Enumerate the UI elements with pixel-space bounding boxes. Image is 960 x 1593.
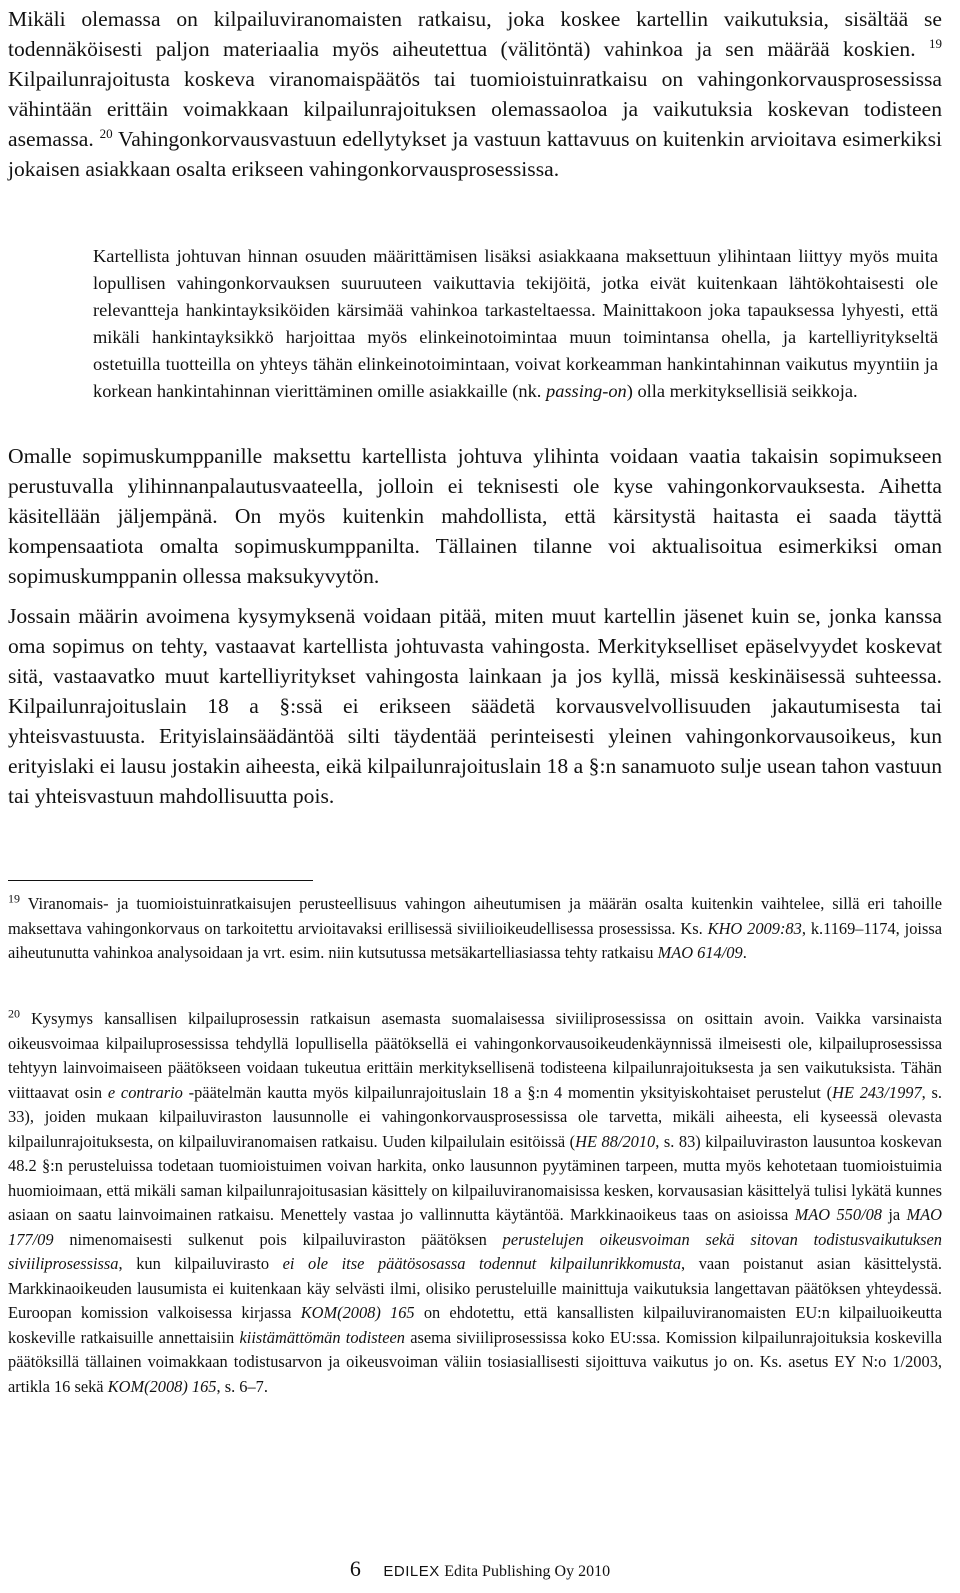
footnote-20-italic-4: MAO 550/08 [794, 1205, 882, 1224]
footnote-20-italic-1: e contrario [107, 1082, 183, 1102]
edilex-logo: EDILEX [383, 1563, 440, 1580]
footnote-20-italic-6: perustelujen oikeusvoiman sekä sitovan todistusvaikutuksen siviiliprosessissa [8, 1229, 942, 1273]
footnote-20-italic-9: kiistämättömän todisteen [239, 1327, 405, 1347]
footnote-20-italic-7: ei ole itse päätösosassa todennut kilpailunrikkomusta [282, 1254, 682, 1273]
footnote-20-text-j: on ehdotettu, että kansallisten kilpailuviranomaisten EU:n kilpailuoikeutta koskeville ratkaisuille annettaisiin [8, 1303, 942, 1347]
footnote-19 [8, 892, 942, 966]
footnote-20-italic-2: HE 243/1997 [832, 1082, 922, 1102]
footnote-20-text-b: -päätelmän kautta myös kilpailunrajoituslain 18 a §:n 4 momentin yksityiskohtaiset perustelut ( [188, 1082, 833, 1102]
footnote-20-text-e: ja [888, 1205, 901, 1224]
paragraph-1-text-b: Kilpailunrajoitusta koskeva viranomaispäätös tai tuomioistuinratkaisu on vahingonkorvausprosessissa vähintään erittäin voimakkaan kilpailunrajoituksen olemassaoloa ja vaikutuksia koskevan todisteen asemassa. [8, 67, 942, 151]
footnote-19-number: 19 [8, 891, 20, 906]
footnote-separator [8, 880, 313, 881]
footnote-20-italic-8: KOM(2008) 165 [300, 1303, 415, 1322]
paragraph-1-text-c: Vahingonkorvausvastuun edellytykset ja vastuun kattavuus on kuitenkin arvioitava esimerkiksi jokaisen asiakkaan osalta erikseen vahingonkorvausprosessissa. [8, 127, 942, 181]
footnote-20-text-g: , kun kilpailuvirasto [118, 1254, 270, 1273]
footnote-20-text-h: , vaan poistanut asian käsittelystä. Markkinaoikeuden lausumista ei kuitenkaan käy selvästi ilmi, olisiko perusteluille mainittuja vaikutuksia langettavan päätöksen yhteydessä. Euroopan komission valkoisessa kirjassa [8, 1254, 942, 1322]
paragraph-3: Jossain määrin avoimena kysymyksenä voidaan pitää, miten muut kartellin jäsenet kuin se, jonka kanssa oma sopimus on tehty, vastaavat kartellista johtuvasta vahingosta. Merkitykselliset epäselvyydet koskevat sitä, vastaavatko muut kartelliyritykset vahingosta lainkaan ja jos kyllä, missä keskinäisessä suhteessa. Kilpailunrajoituslain 18 a §:ssä ei erikseen säädetä korvausvelvollisuuden jakautumisesta tai yhteisvastuusta. Erityislainsäädäntöä silti täydentää perinteisesti yleinen vahingonkorvausoikeus, kun erityislaki ei lausu jostakin aiheesta, eikä kilpailunrajoituslain 18 a §:n sanamuoto sulje usean tahon vastuun tai yhteisvastuun mahdollisuutta pois. [8, 604, 942, 808]
footnote-20-text-d: , s. 83) kilpailuviraston lausuntoa koskevan 48.2 §:n perusteluissa todetaan tuomioistuimen voivan harkita, onko lausunnon pyytäminen tarpeen, mutta myös kehotetaan tuomioistuimia huomioimaan, että mikäli saman kilpailunrajoitusasian käsittely on kilpailuviranomaisissa kesken, korvausasian käsittelyä tulisi lykätä kunnes asiaan on saatu lainvoimainen ratkaisu. Menettely vastaa jo vallinnutta käytäntöä. Markkinaoikeus taas on asioissa [8, 1131, 942, 1224]
footnote-19-text-a: Viranomais- ja tuomioistuinratkaisujen perusteellisuus vahingon aiheutumisen ja määrän osalta kuitenkin vaihtelee, sillä eri tahoille maksettava vahingonkorvaus on tarkoitettu arvioitavaksi erillisessä siviilioikeudellisessa prosessissa. Ks. [8, 894, 942, 938]
footnote-20-text-f: nimenomaisesti sulkenut pois kilpailuviraston päätöksen [69, 1229, 487, 1249]
paragraph-1-text-a: Mikäli olemassa on kilpailuviranomaisten ratkaisu, joka koskee kartellin vaikutuksia, sisältää se todennäköisesti paljon materiaalia myös aiheutettua (välitöntä) vahinkoa ja sen määrää koskien. [8, 7, 942, 61]
footnote-20 [8, 1007, 942, 1399]
footnote-20-text-c: , s. 33), joiden mukaan kilpailuviraston lausunnolle ei vahingonkorvausprosessissa ole tarvetta, mikäli aiheesta, eli kyseessä olevasta kilpailunrajoituksesta, on kilpailuviranomaisen ratkaisu. Uuden kilpailulain esitöissä ( [8, 1082, 943, 1151]
footnote-20-italic-3: HE 88/2010 [575, 1131, 656, 1151]
block-quote-text-b: ) olla merkityksellisiä seikkoja. [626, 381, 858, 401]
footnote-20-italic-5: MAO 177/09 [8, 1205, 943, 1249]
page-footer [0, 1556, 960, 1582]
footnote-20-text-a: Kysymys kansallisen kilpailuprosessin ratkaisun asemasta suomalaisessa siviiliprosessissa on osittain avoin. Vaikka varsinaista oikeusvoimaa kilpailuprosessissa tehdyllä lopullisella päätöksellä ei vahingonkorvausoikeudenkäynnissä ilmeisesti ole, kilpailuprosessissa tehtyyn lainvoimaiseen päätökseen voidaan tukeutua erittäin merkityksellisenä todisteena kilpailunrajoituksesta ja sen vaikutuksista. Tähän viittaavat osin [8, 1009, 942, 1102]
footnote-20-text-k: asema siviiliprosessissa koko EU:ssa. Komission kilpailunrajoituksia koskevilla päätöksillä tällainen voimakkaan todistusarvon ja oikeusvoiman väliin tosiasiallisesti sijoittuva vaikutus jo on. Ks. asetus EY N:o 1/2003, artikla 16 sekä [8, 1327, 942, 1396]
footnote-19-citation-1: KHO 2009:83 [707, 918, 802, 938]
footnote-20-italic-10: KOM(2008) 165 [107, 1376, 217, 1396]
page-number: 6 [349, 1556, 361, 1581]
paragraph-2: Omalle sopimuskumppanille maksettu kartellista johtuva ylihinta voidaan vaatia takaisin sopimukseen perustuvalla ylihinnanpalautusvaateella, jolloin ei teknisesti ole kyse vahingonkorvauksesta. Aihetta käsitellään jäljempänä. On myös kuitenkin mahdollista, että kärsitystä haitasta ei saada täyttä kompensaatiota omalta sopimuskumppanilta. Tällainen tilanne voi aktualisoitua esimerkiksi oman sopimuskumppanin ollessa maksukyvytön. [8, 444, 942, 588]
footnote-20-text-l: , s. 6–7. [216, 1376, 268, 1396]
block-quote [93, 243, 938, 405]
footnote-19-text-c: . [742, 943, 747, 962]
footnote-19-text-b: , k.1169–1174, joissa aiheutunutta vahinkoa analysoidaan ja vrt. esim. niin kutsutussa metsäkartelliasiassa tehty ratkaisu [8, 918, 942, 962]
publisher-credit: Edita Publishing Oy 2010 [444, 1563, 611, 1580]
block-quote-text-a: Kartellista johtuvan hinnan osuuden määrittämisen lisäksi asiakkaana maksettuun ylihintaan liittyy myös muita lopullisen vahingonkorvauksen suuruuteen vaikuttavia tekijöitä, jotka eivät kuitenkaan lähtökohtaisesti ole relevantteja hankintayksiköiden kärsimää vahinkoa tarkasteltaessa. Mainittakoon joka tapauksessa lyhyesti, että mikäli hankintayksikkö harjoittaa myös elinkeinotoimintaa muun toimintansa ohella, ja kartelliyritykseltä ostetuilla tuotteilla on yhteys tähän elinkeinotoimintaan, voivat korkeamman hankintahinnan vaikutus myyntiin ja korkean hankintahinnan vierittäminen omille asiakkaille (nk. [93, 246, 938, 401]
paragraph-1 [8, 4, 942, 184]
footnote-19-citation-2: MAO 614/09 [657, 943, 743, 962]
footnote-ref-19[interactable]: 19 [929, 35, 942, 51]
footnote-ref-20[interactable]: 20 [99, 125, 113, 141]
block-quote-italic-term: passing-on [546, 381, 627, 401]
footnote-20-number: 20 [8, 1006, 20, 1021]
